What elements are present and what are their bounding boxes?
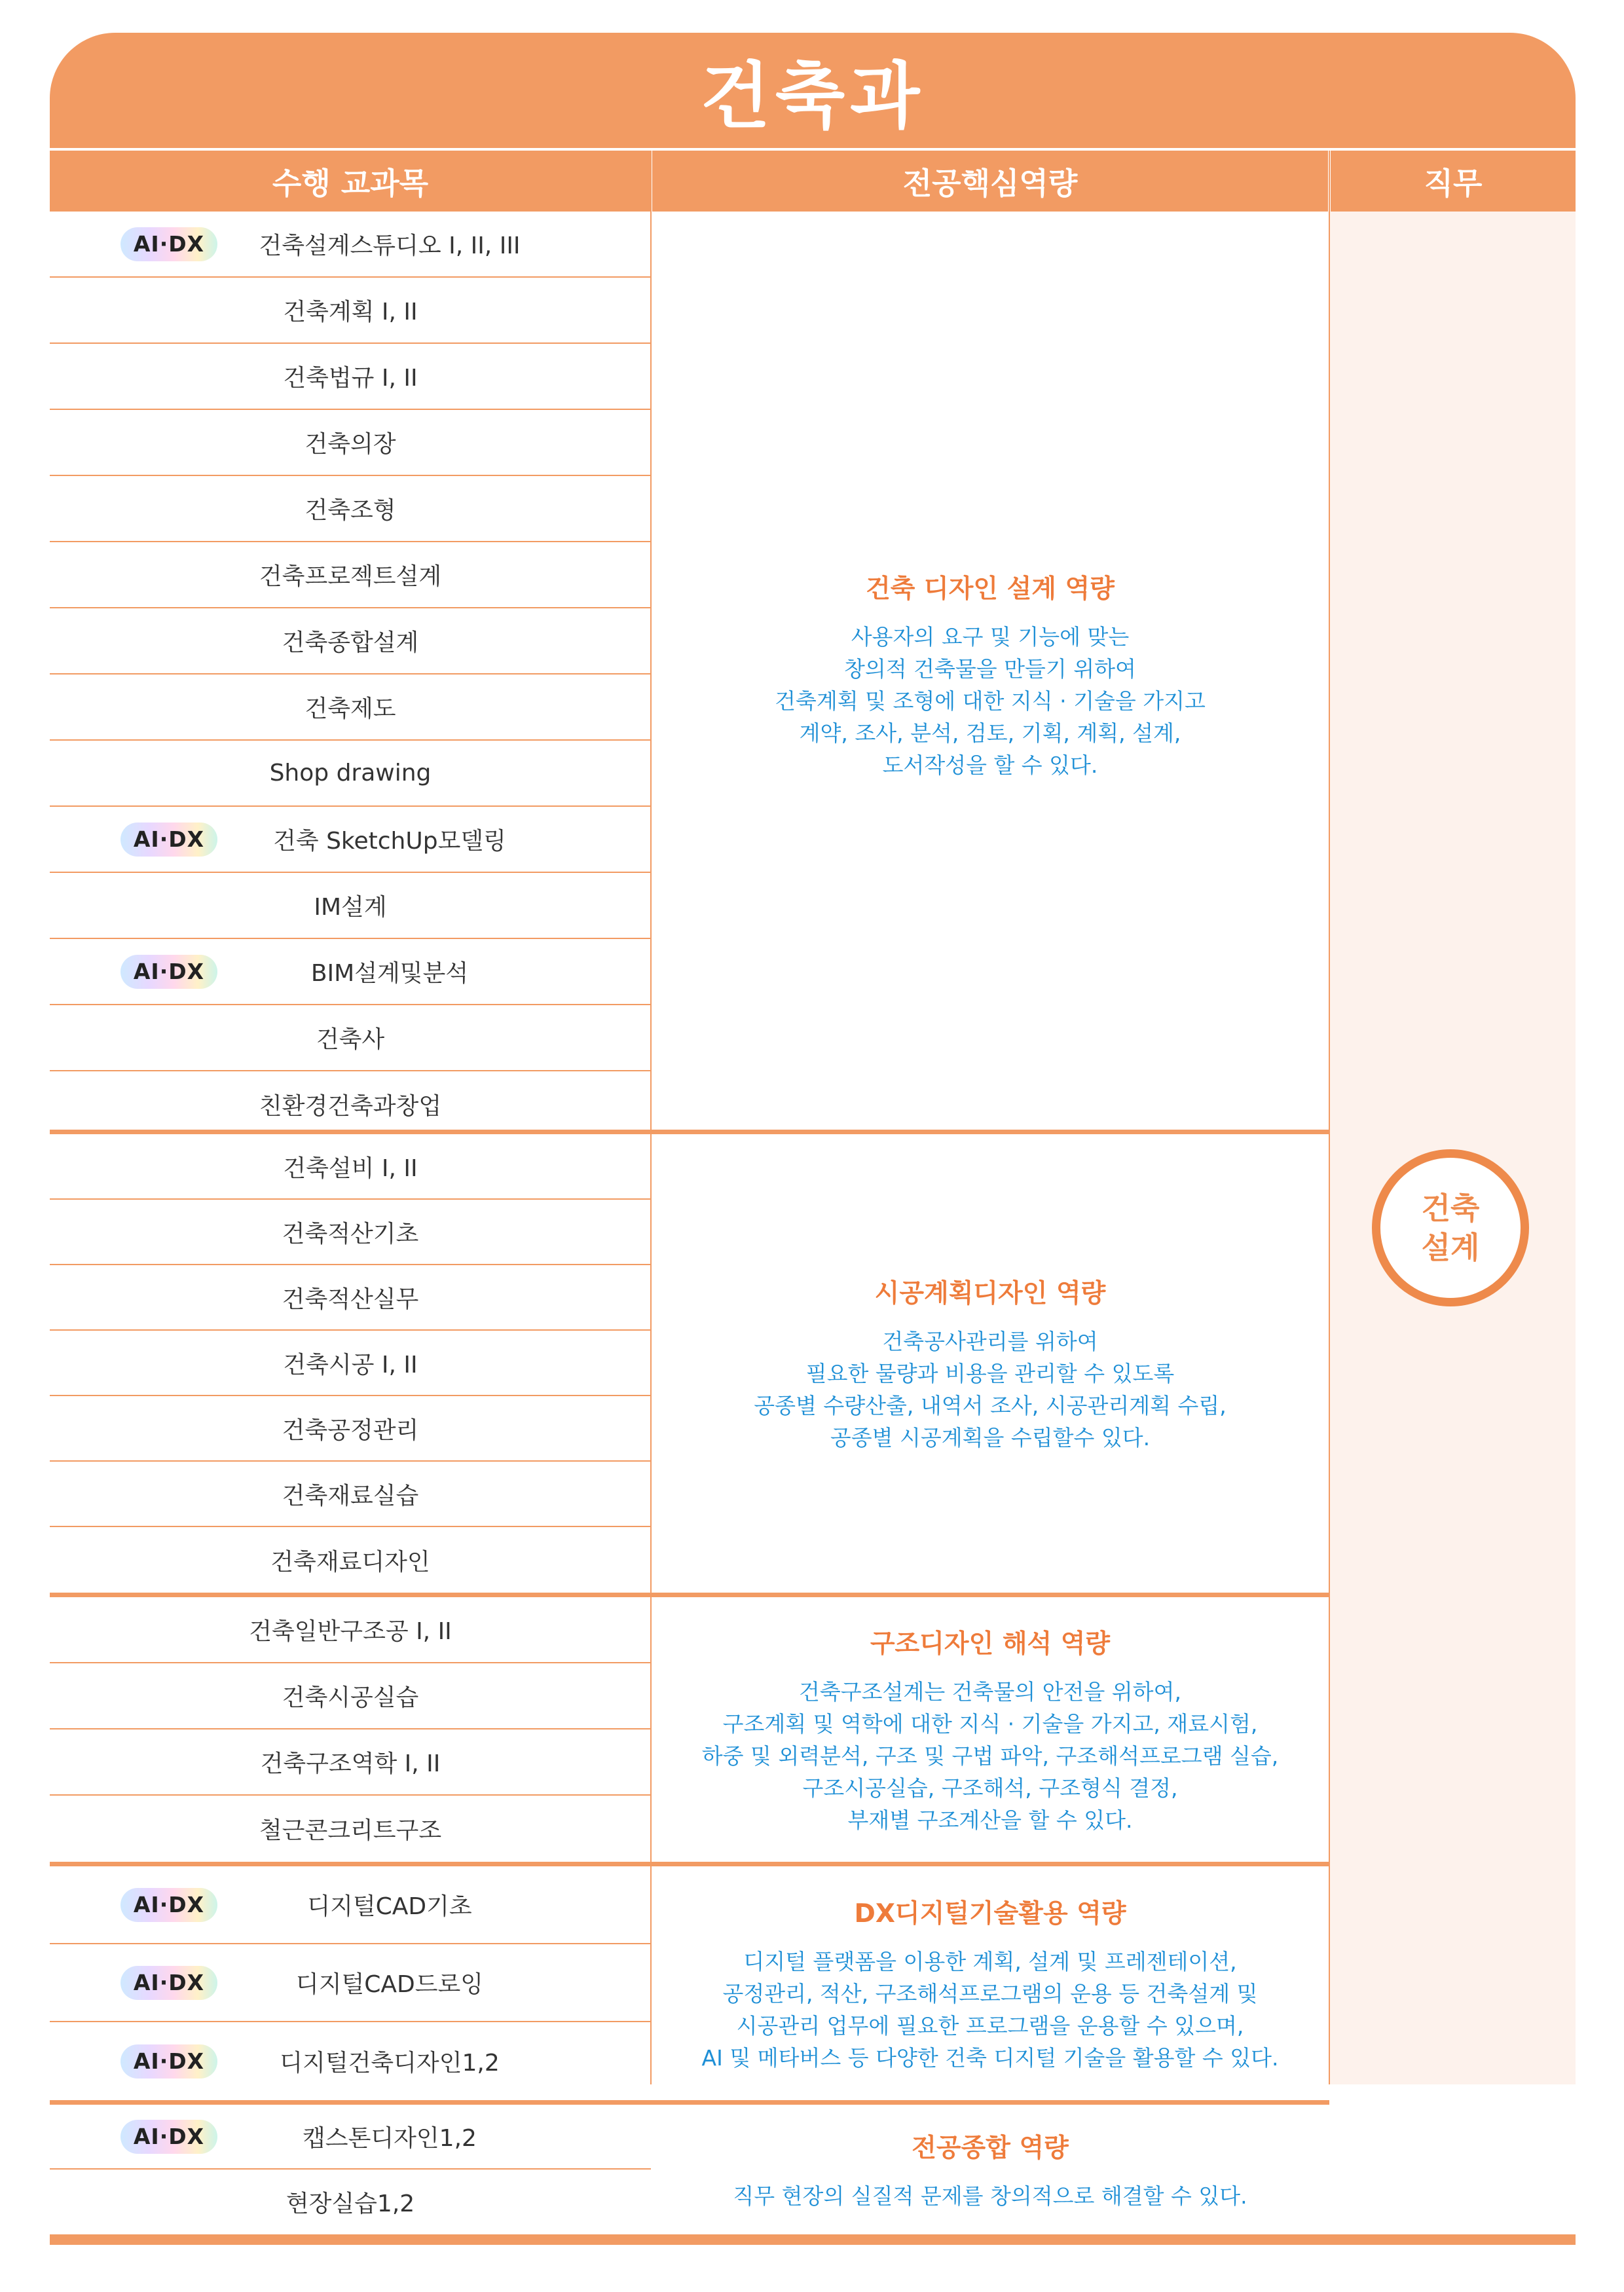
competency-title: DX디지털기술활용 역량 [854, 1898, 1126, 1929]
competency-description: 하중 및 외력분석, 구조 및 구법 파악, 구조해석프로그램 실습, [701, 1743, 1279, 1769]
competency-description: 건축공사관리를 위하여 [882, 1329, 1098, 1354]
course-name: 건축제도 [304, 695, 396, 722]
competency-description: 구조계획 및 역학에 대한 지식 · 기술을 가지고, 재료시험, [722, 1710, 1258, 1737]
job-label-line2: 설계 [1421, 1230, 1480, 1265]
course-row [50, 344, 651, 410]
course-row [50, 939, 651, 1005]
course-name: 건축프로젝트설계 [259, 563, 442, 590]
page-title: 건축과 [700, 54, 925, 138]
competency-title: 구조디자인 해석 역량 [870, 1629, 1111, 1659]
competency-description: 부재별 구조계산을 할 수 있다. [847, 1807, 1133, 1833]
competency-title: 전공종합 역량 [912, 2133, 1069, 2163]
course-name: 건축의장 [304, 431, 396, 458]
course-name: 현장실습1,2 [286, 2190, 415, 2217]
course-name: 건축설계스튜디오 I, II, III [259, 232, 521, 259]
course-row [50, 675, 651, 741]
course-row [50, 1663, 651, 1729]
competency-description: 구조시공실습, 구조해석, 구조형식 결정, [802, 1775, 1178, 1801]
ai-dx-badge: AI·DX [120, 1966, 217, 2000]
course-name: 건축 SketchUp모델링 [273, 828, 506, 855]
course-name: 건축적산기초 [282, 1220, 419, 1248]
course-name: 건축시공실습 [282, 1684, 419, 1711]
competency-description: 공종별 수량산출, 내역서 조사, 시공관리계획 수립, [754, 1393, 1227, 1418]
course-row [50, 741, 651, 807]
course-name: 디지털CAD드로잉 [295, 1971, 484, 1998]
competency-description: 도서작성을 할 수 있다. [882, 752, 1098, 778]
ai-dx-badge: AI·DX [120, 2044, 217, 2079]
course-name: 건축재료디자인 [270, 1548, 430, 1576]
competency-description: 디지털 플랫폼을 이용한 계획, 설계 및 프레젠테이션, [743, 1948, 1237, 1974]
course-row [50, 1944, 651, 2022]
competency-block [651, 1866, 1329, 2100]
course-row [50, 2170, 651, 2234]
course-row [50, 608, 651, 675]
course-row [50, 212, 651, 278]
course-row [50, 1005, 651, 1071]
course-name: 건축종합설계 [282, 629, 419, 656]
course-name: 건축설비 I, II [283, 1155, 418, 1182]
competency-description: 사용자의 요구 및 기능에 맞는 [851, 623, 1130, 650]
competency-description: 공종별 시공계획을 수립할수 있다. [830, 1425, 1151, 1451]
group-divider [50, 1862, 1329, 1866]
course-row [50, 1396, 651, 1462]
competency-block [651, 212, 1329, 1137]
course-row [50, 476, 651, 542]
competency-description: 직무 현장의 실질적 문제를 창의적으로 해결할 수 있다. [733, 2183, 1247, 2209]
course-name: 철근콘크리트구조 [259, 1817, 442, 1844]
course-row [50, 1200, 651, 1265]
course-name: 건축계획 I, II [283, 299, 418, 325]
course-row [50, 2022, 651, 2100]
course-row [50, 278, 651, 344]
group-divider [50, 1130, 1329, 1134]
competency-description: 필요한 물량과 비용을 관리할 수 있도록 [805, 1361, 1175, 1386]
competency-description: AI 및 메타버스 등 다양한 건축 디지털 기술을 활용할 수 있다. [701, 2044, 1279, 2071]
header-competency: 전공핵심역량 [652, 151, 1328, 212]
ai-dx-badge: AI·DX [120, 955, 217, 989]
course-name: 캡스톤디자인1,2 [303, 2125, 477, 2152]
competency-description: 건축계획 및 조형에 대한 지식 · 기술을 가지고 [775, 688, 1206, 714]
ai-dx-badge: AI·DX [120, 227, 217, 261]
bottom-border [50, 2234, 1576, 2245]
group-divider [50, 2100, 1329, 2105]
ai-dx-badge: AI·DX [120, 823, 217, 857]
competency-title: 건축 디자인 설계 역량 [866, 574, 1115, 604]
ai-dx-badge: AI·DX [120, 1888, 217, 1922]
competency-block [651, 2105, 1329, 2234]
course-name: 건축법규 I, II [283, 365, 418, 392]
job-circle [1372, 1149, 1529, 1306]
course-row [50, 1527, 651, 1593]
competency-description: 창의적 건축물을 만들기 위하여 [844, 656, 1136, 682]
course-name: 건축재료실습 [282, 1482, 419, 1509]
job-column [1329, 212, 1576, 2084]
course-row [50, 1134, 651, 1200]
title-band [50, 33, 1576, 148]
course-name: 건축일반구조공 I, II [249, 1618, 452, 1645]
header-job: 직무 [1331, 151, 1576, 212]
course-name: 디지털CAD기초 [307, 1893, 472, 1920]
competency-description: 시공관리 업무에 필요한 프로그램을 운용할 수 있으며, [736, 2012, 1244, 2039]
course-name: IM설계 [314, 894, 387, 921]
competency-description: 공정관리, 적산, 구조해석프로그램의 운용 등 건축설계 및 [722, 1980, 1258, 2006]
course-name: 건축적산실무 [282, 1285, 419, 1313]
course-row [50, 542, 651, 608]
course-row [50, 1729, 651, 1796]
course-name: 건축조형 [304, 497, 396, 524]
course-row [50, 1265, 651, 1331]
course-row [50, 1462, 651, 1527]
course-row [50, 410, 651, 476]
course-name: 건축사 [316, 1026, 385, 1053]
competency-block [651, 1597, 1329, 1862]
course-row [50, 1796, 651, 1862]
course-row [50, 1071, 651, 1137]
ai-dx-badge: AI·DX [120, 2120, 217, 2154]
course-row [50, 1331, 651, 1396]
competency-title: 시공계획디자인 역량 [874, 1279, 1106, 1308]
course-row [50, 873, 651, 939]
competency-block [651, 1134, 1329, 1593]
course-name: 디지털건축디자인1,2 [280, 2050, 500, 2077]
course-row [50, 1866, 651, 1944]
header-courses: 수행 교과목 [50, 151, 651, 212]
course-row [50, 1597, 651, 1663]
course-name: 건축구조역학 I, II [260, 1750, 441, 1777]
course-name: 친환경건축과창업 [259, 1093, 442, 1120]
group-divider [50, 1593, 1329, 1597]
competency-description: 건축구조설계는 건축물의 안전을 위하여, [799, 1678, 1181, 1705]
course-name: 건축공정관리 [282, 1416, 419, 1444]
job-label-line1: 건축 [1421, 1191, 1480, 1226]
course-row [50, 2105, 651, 2170]
course-name: BIM설계및분석 [310, 960, 469, 987]
course-name: Shop drawing [269, 760, 432, 786]
course-name: 건축시공 I, II [283, 1351, 418, 1378]
course-row [50, 807, 651, 873]
competency-description: 계약, 조사, 분석, 검토, 기획, 계획, 설계, [799, 720, 1181, 746]
